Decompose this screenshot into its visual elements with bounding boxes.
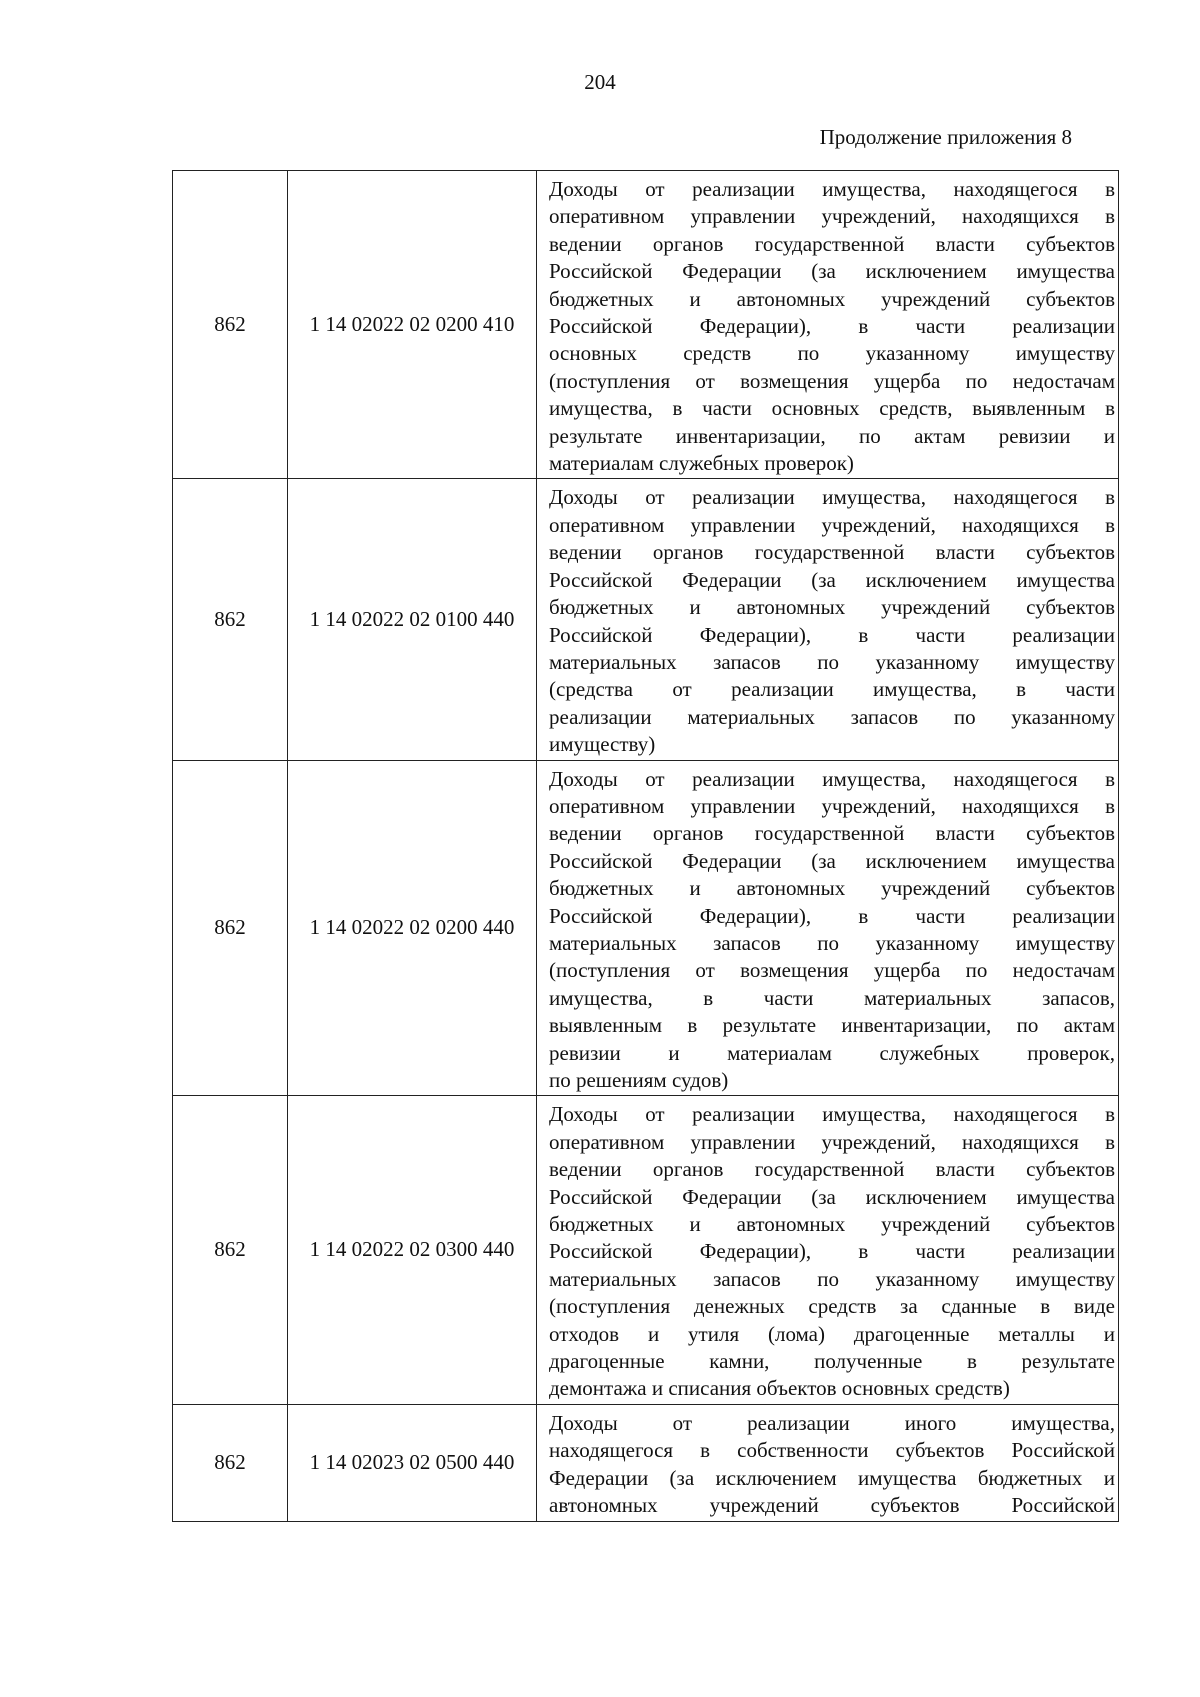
description-line: отходов и утиля (лома) драгоценные металлы и [549, 1321, 1115, 1346]
description-line: ведении органов государственной власти субъектов [549, 540, 1115, 565]
description-line: бюджетных и автономных учреждений субъектов [549, 1212, 1115, 1237]
description-line: ведении органов государственной власти субъектов [549, 231, 1115, 256]
table-row [173, 760, 1119, 1096]
description-line: Российской Федерации), в части реализации [549, 903, 1115, 928]
description-line: оперативном управлении учреждений, находящихся в [549, 512, 1115, 537]
admin-code-cell: 862 [173, 171, 288, 479]
description-line: Российской Федерации), в части реализации [549, 314, 1115, 339]
description-line: по решениям судов) [549, 1068, 729, 1092]
description-line: оперативном управлении учреждений, находящихся в [549, 204, 1115, 229]
description-line: реализации материальных запасов по указанному [549, 704, 1115, 729]
description-line: имуществу) [549, 732, 656, 757]
table-body [173, 171, 1119, 1522]
description-line: Доходы от реализации имущества, находящегося в [549, 1102, 1115, 1127]
description-line: оперативном управлении учреждений, находящихся в [549, 1129, 1115, 1154]
description-line: материальных запасов по указанному имуществу [549, 649, 1115, 674]
description-line: материалам служебных проверок) [549, 451, 854, 476]
admin-code-cell: 862 [173, 760, 288, 1096]
table-row [173, 479, 1119, 760]
admin-code-cell: 862 [173, 1096, 288, 1404]
description-line: Российской Федерации), в части реализации [549, 1239, 1115, 1264]
table-row [173, 171, 1119, 479]
income-codes-table [172, 170, 1119, 1522]
description-line: демонтажа и списания объектов основных средств) [549, 1376, 1010, 1401]
description-line: бюджетных и автономных учреждений субъектов [549, 876, 1115, 901]
description-line: материальных запасов по указанному имуществу [549, 1266, 1115, 1291]
description-line: материальных запасов по указанному имуществу [549, 930, 1115, 955]
description-line: Доходы от реализации имущества, находящегося в [549, 485, 1115, 510]
table-row [173, 1404, 1119, 1521]
income-code-cell: 1 14 02022 02 0300 440 [288, 1096, 537, 1404]
description-line: ревизии и материалам служебных проверок, [549, 1040, 1115, 1065]
description-line: основных средств по указанному имуществу [549, 341, 1115, 366]
continuation-title: Продолжение приложения 8 [819, 125, 1072, 149]
income-description-cell [537, 1404, 1119, 1521]
description-line: находящегося в собственности субъектов Российской [549, 1438, 1115, 1463]
description-line: Российской Федерации (за исключением имущества [549, 259, 1115, 284]
admin-code-cell: 862 [173, 479, 288, 760]
description-line: ведении органов государственной власти субъектов [549, 1157, 1115, 1182]
description-line: Российской Федерации), в части реализации [549, 622, 1115, 647]
description-line: бюджетных и автономных учреждений субъектов [549, 286, 1115, 311]
description-line: Доходы от реализации имущества, находящегося в [549, 766, 1115, 791]
income-code-cell: 1 14 02022 02 0200 410 [288, 171, 537, 479]
page-number: 204 [584, 70, 616, 94]
income-code-cell: 1 14 02022 02 0100 440 [288, 479, 537, 760]
income-code-cell: 1 14 02023 02 0500 440 [288, 1404, 537, 1521]
admin-code-cell: 862 [173, 1404, 288, 1521]
description-line: Российской Федерации (за исключением имущества [549, 848, 1115, 873]
description-line: автономных учреждений субъектов Российской [549, 1493, 1115, 1518]
income-description-cell [537, 479, 1119, 760]
description-line: Федерации (за исключением имущества бюджетных и [549, 1465, 1115, 1490]
description-line: результате инвентаризации, по актам ревизии и [549, 423, 1115, 448]
description-line: имущества, в части материальных запасов, [549, 985, 1115, 1010]
description-line: оперативном управлении учреждений, находящихся в [549, 793, 1115, 818]
income-description-cell [537, 171, 1119, 479]
description-line: драгоценные камни, полученные в результате [549, 1349, 1115, 1374]
description-line: Российской Федерации (за исключением имущества [549, 567, 1115, 592]
description-line: (поступления от возмещения ущерба по недостачам [549, 368, 1115, 393]
description-line: выявленным в результате инвентаризации, по актам [549, 1013, 1115, 1038]
income-description-cell [537, 760, 1119, 1096]
description-line: Доходы от реализации имущества, находящегося в [549, 177, 1115, 201]
description-line: (поступления от возмещения ущерба по недостачам [549, 958, 1115, 983]
description-line: (поступления денежных средств за сданные в виде [549, 1294, 1115, 1319]
income-description-cell [537, 1096, 1119, 1404]
description-line: имущества, в части основных средств, выявленным в [549, 396, 1115, 421]
income-code-cell: 1 14 02022 02 0200 440 [288, 760, 537, 1096]
description-line: (средства от реализации имущества, в части [549, 677, 1115, 702]
description-line: Российской Федерации (за исключением имущества [549, 1184, 1115, 1209]
description-line: бюджетных и автономных учреждений субъектов [549, 595, 1115, 620]
description-line: ведении органов государственной власти субъектов [549, 821, 1115, 846]
table-row [173, 1096, 1119, 1404]
description-line: Доходы от реализации иного имущества, [549, 1410, 1115, 1435]
